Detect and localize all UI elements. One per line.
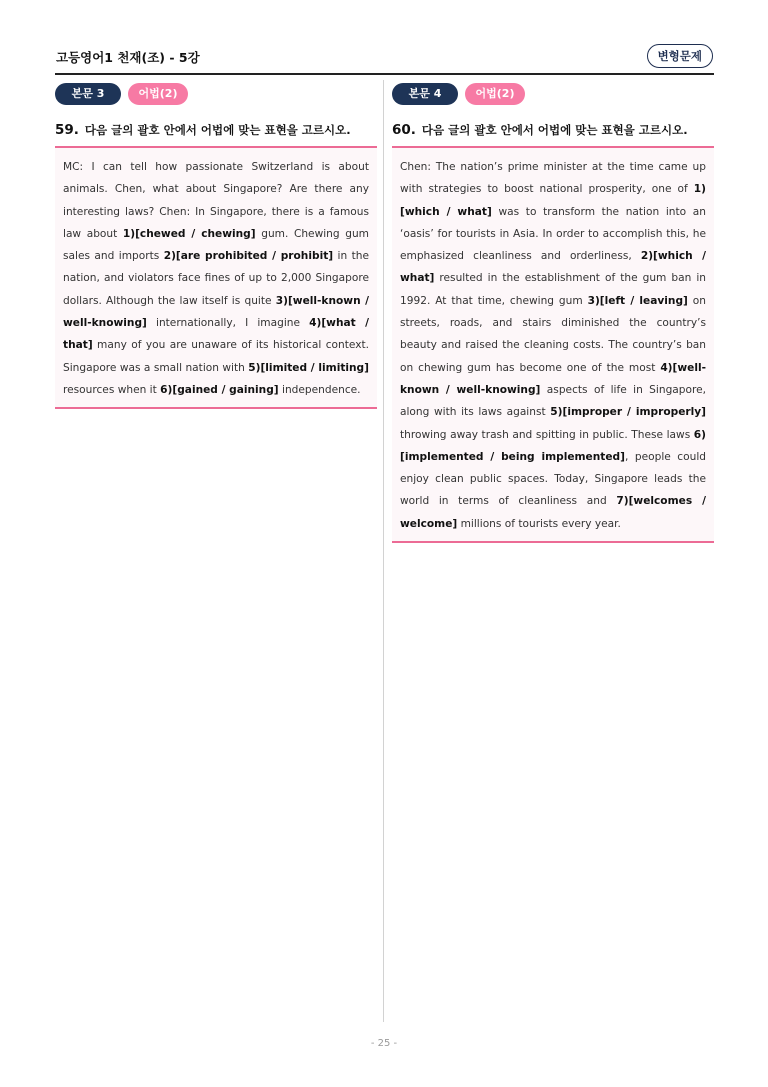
header-divider (55, 73, 714, 75)
passage-text: many of you are unaware of its historical context. Singapore was a small nation with (63, 339, 369, 374)
passage-text: Chen: The nation’s prime minister at the time came up with strategies to boost national prosperity, one of (400, 161, 706, 196)
passage-text: gum. Chewing gum sales and imports (63, 227, 369, 263)
column-divider (383, 80, 384, 1022)
passage-text: was to transform the nation into an ‘oasis’ for tourists in Asia. In order to accomplish this, he emphasized cleanliness and orderliness, (400, 205, 706, 263)
passage-text: millions of tourists every year. (457, 517, 621, 530)
choice-6: 6)[implemented / being implemented] (400, 428, 706, 463)
passage-text: , people could enjoy clean public spaces. Today, Singapore leads the world in terms of cleanliness and (400, 450, 706, 508)
choice-1: 1)[chewed / chewing] (122, 227, 256, 240)
choice-4: 4)[what / that] (63, 317, 370, 352)
choice-1: 1)[which / what] (400, 183, 706, 218)
question-number: 60. (392, 122, 416, 138)
bottom-rule (392, 541, 714, 543)
section-tag: 본문 3 (55, 83, 121, 105)
tag-row (55, 83, 377, 105)
choice-3: 3)[left / leaving] (587, 294, 688, 307)
choice-2: 2)[are prohibited / prohibit] (163, 250, 334, 263)
passage-text: MC: I can tell how passionate Switzerland is about animals. Chen, what about Singapore? Are there any interesting laws? Chen: In Singapore, there is a famous law about (63, 161, 369, 240)
passage-text: resources when it (63, 383, 161, 396)
grammar-tag: 어법(2) (465, 83, 525, 105)
choice-6: 6)[gained / gaining] (160, 383, 279, 396)
question-prompt: 다음 글의 괄호 안에서 어법에 맞는 표현을 고르시오. (84, 123, 351, 137)
passage-box (392, 148, 714, 541)
question-prompt: 다음 글의 괄호 안에서 어법에 맞는 표현을 고르시오. (421, 123, 688, 137)
left-column (55, 83, 377, 409)
passage-box (55, 148, 377, 407)
document-title: 고등영어1 천재(조) - 5강 (56, 50, 200, 65)
passage-text: internationally, I imagine (146, 317, 310, 330)
question-59 (55, 122, 377, 138)
passage-text: resulted in the establishment of the gum ban in 1992. At that time, chewing gum (400, 272, 706, 307)
choice-2: 2)[which / what] (400, 250, 706, 285)
choice-7: 7)[welcomes / welcome] (400, 495, 706, 530)
question-60 (392, 122, 714, 138)
choice-4: 4)[well-known / well-knowing] (400, 361, 706, 396)
tag-row (392, 83, 714, 105)
passage-text: aspects of life in Singapore, along with its laws against (400, 383, 706, 419)
question-number: 59. (55, 122, 79, 138)
variant-problem-badge: 변형문제 (647, 44, 713, 68)
right-column (392, 83, 714, 543)
passage-text: on streets, roads, and stairs diminished the country’s beauty and raised the cleaning costs. The country’s ban on chewing gum has become one of the most (400, 294, 706, 374)
choice-3: 3)[well-known / well-knowing] (63, 294, 370, 330)
section-tag: 본문 4 (392, 83, 458, 105)
passage-text: in the nation, and violators face fines of up to 2,000 Singapore dollars. Although the law itself is quite (63, 250, 370, 307)
grammar-tag: 어법(2) (128, 83, 188, 105)
passage-text: throwing away trash and spitting in public. These laws (400, 428, 694, 441)
page-number: - 25 - (370, 1038, 398, 1049)
passage-text: independence. (278, 383, 361, 396)
bottom-rule (55, 407, 377, 409)
choice-5: 5)[improper / improperly] (550, 406, 706, 419)
choice-5: 5)[limited / limiting] (248, 361, 369, 374)
